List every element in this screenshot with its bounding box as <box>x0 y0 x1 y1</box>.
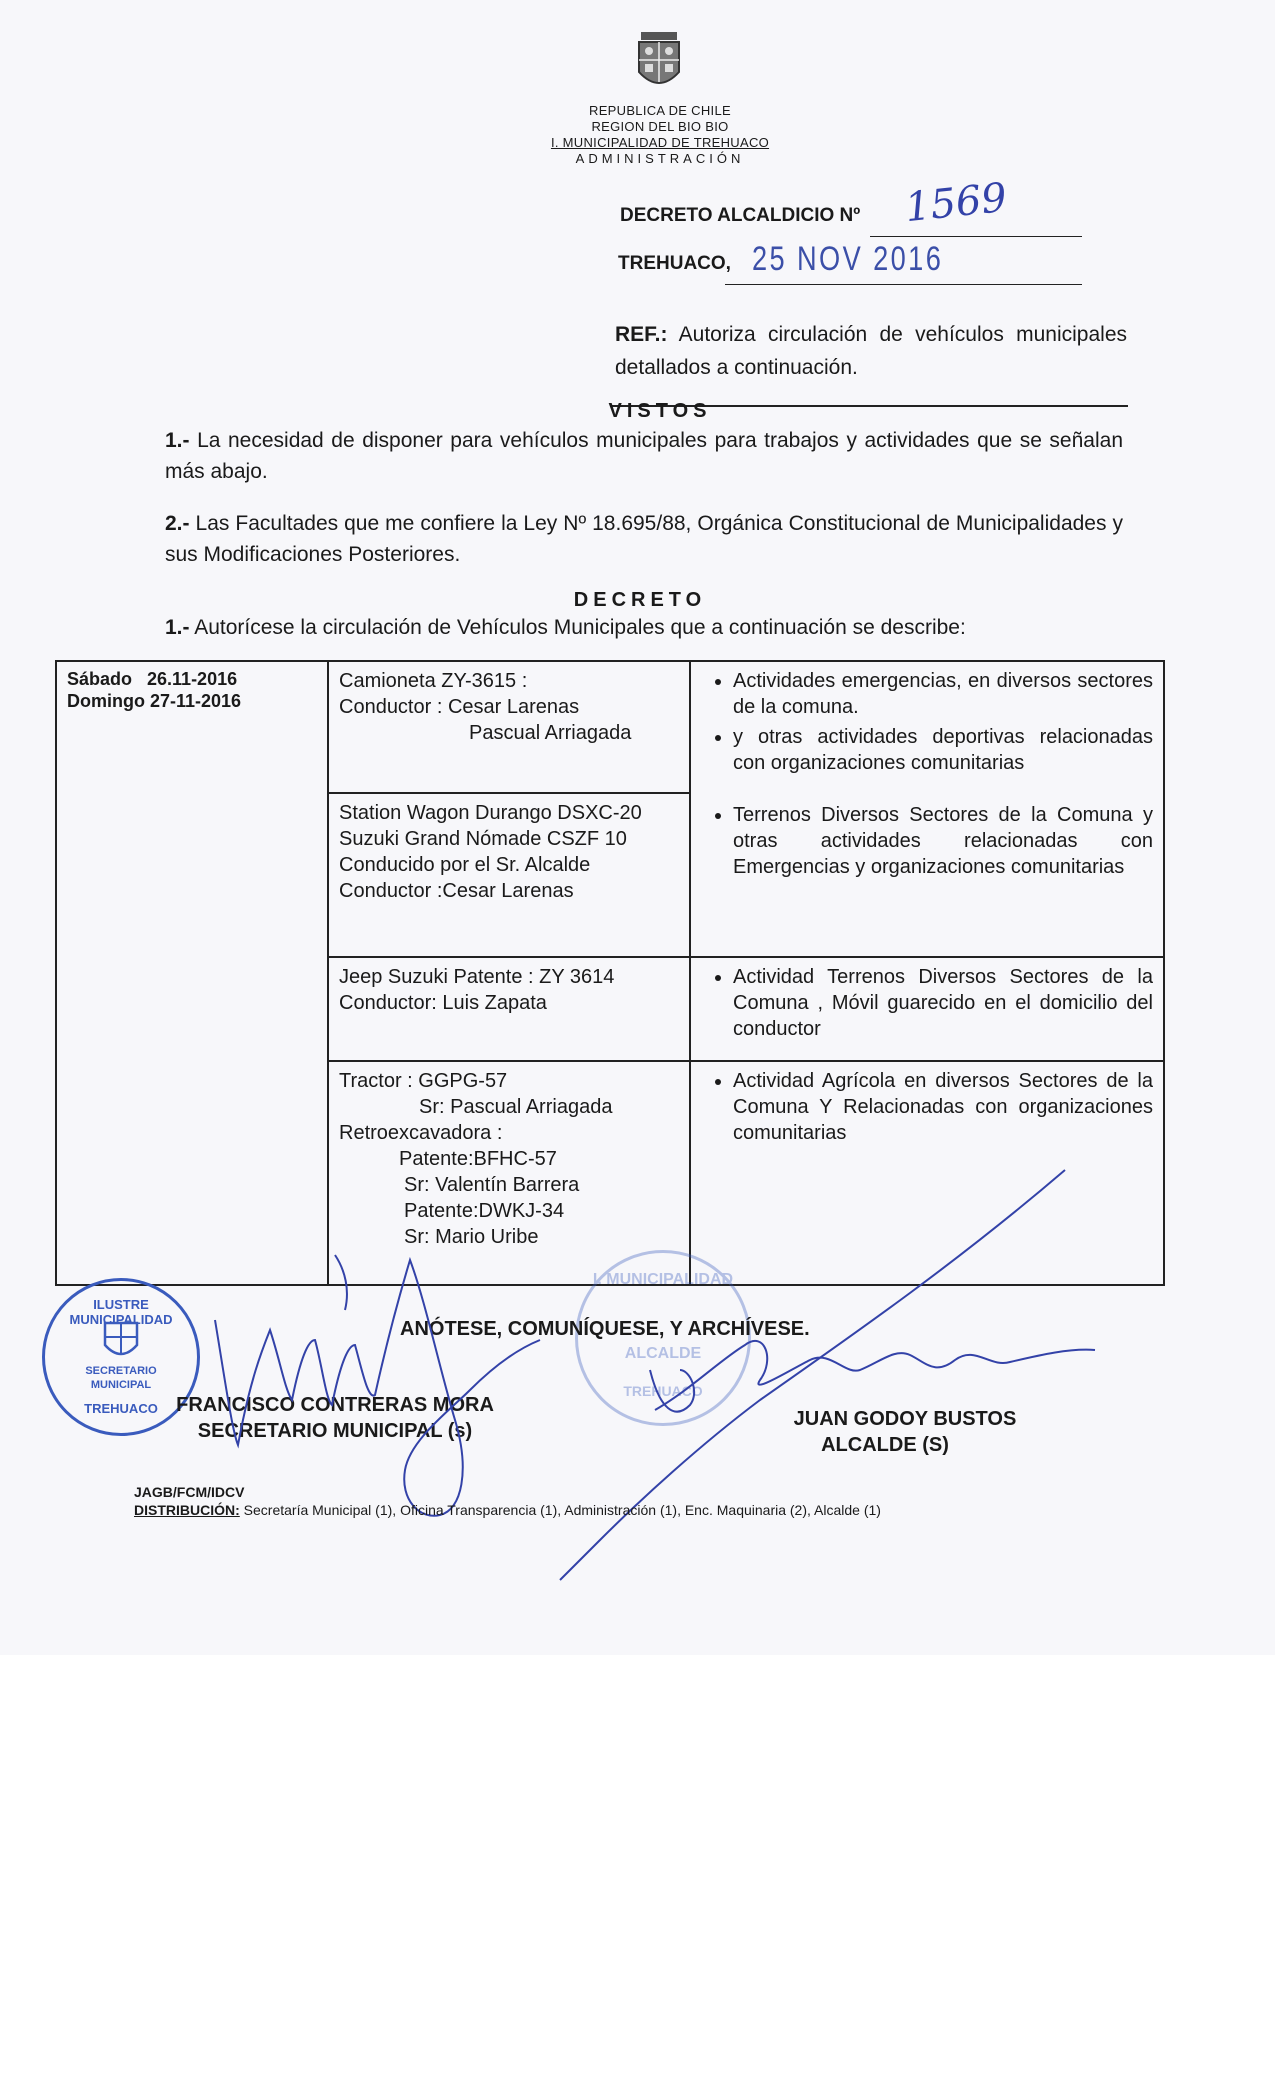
decreto-item-1-text: Autorícese la circulación de Vehículos Municipales que a continuación se describe: <box>194 616 966 639</box>
seal-center-line: SECRETARIO <box>85 1365 157 1377</box>
mayor-signature <box>650 1370 694 1412</box>
decree-date-stamp: 25 NOV 2016 <box>752 240 944 278</box>
vistos-heading: VISTOS <box>608 400 712 422</box>
vistos-item-1-text: La necesidad de disponer para vehículos municipales para trabajos y actividades que se señalan más abajo. <box>165 429 1123 483</box>
vehicle-line: Camioneta ZY-3615 : <box>339 670 528 692</box>
decree-number-handwritten: 1569 <box>902 174 1009 232</box>
seal-bottom-text: TREHUACO <box>84 1401 158 1416</box>
vehicle-line: Tractor : GGPG-57 <box>339 1070 508 1092</box>
vehicle-line: Conductor : Cesar Larenas <box>339 696 580 718</box>
footer-initials: JAGB/FCM/IDCV <box>134 1484 245 1500</box>
vehicle-line: Sr: Mario Uribe <box>404 1226 539 1248</box>
decree-place-label: TREHUACO, <box>618 253 731 274</box>
vehicle-line: Conductor: Luis Zapata <box>339 992 547 1014</box>
reference-text: Autoriza circulación de vehículos municipales detallados a continuación. <box>615 323 1127 379</box>
seal-center-line: MUNICIPAL <box>90 1379 152 1391</box>
header-municipality: I. MUNICIPALIDAD DE TREHUACO <box>550 135 770 150</box>
list-item: • y otras actividades deportivas relacionadas con organizaciones comunitarias <box>733 724 1153 776</box>
reference-label: REF.: <box>615 323 668 346</box>
decreto-item-1-number: 1.- <box>165 616 190 639</box>
mayor-role: ALCALDE (S) <box>821 1434 949 1456</box>
closing-formula: ANÓTESE, COMUNÍQUESE, Y ARCHÍVESE. <box>400 1318 810 1340</box>
list-item: • Actividades emergencias, en diversos sectores de la comuna. <box>733 668 1153 720</box>
decree-number-label: DECRETO ALCALDICIO Nº <box>620 205 861 226</box>
vehicle-line: Station Wagon Durango DSXC-20 <box>339 802 642 824</box>
secretary-signature <box>215 1260 540 1516</box>
vehicle-line: Conductor :Cesar Larenas <box>339 880 574 902</box>
seal-center-text: ALCALDE <box>624 1345 702 1362</box>
vistos-item-2-text: Las Facultades que me confiere la Ley Nº 18.695/88, Orgánica Constitucional de Municipalidades y sus Modificaciones Posteriores. <box>165 512 1123 566</box>
footer-distribution <box>134 1502 881 1518</box>
vehicle-line: Jeep Suzuki Patente : ZY 3614 <box>339 966 615 988</box>
seal-bottom-text: TREHUACO <box>623 1383 703 1399</box>
vistos-item-1-number: 1.- <box>165 429 190 452</box>
date-saturday: Sábado 26.11-2016 <box>67 669 238 689</box>
secretary-signature <box>335 1255 347 1310</box>
vehicle-line: Pascual Arriagada <box>469 722 632 744</box>
mayor-signature <box>560 1170 1065 1580</box>
vehicle-line: Sr: Valentín Barrera <box>404 1174 580 1196</box>
list-item: • Actividad Agrícola en diversos Sectores de la Comuna Y Relacionadas con organizaciones comunitarias <box>733 1068 1153 1146</box>
vehicle-line: Patente:BFHC-57 <box>399 1148 557 1170</box>
vehicle-line: Retroexcavadora : <box>339 1122 503 1144</box>
list-item: • Terrenos Diversos Sectores de la Comuna y otras actividades relacionadas con Emergencias y organizaciones comunitarias <box>733 802 1153 880</box>
mayor-name: JUAN GODOY BUSTOS <box>793 1408 1017 1430</box>
seal-ring-text: ILUSTRE MUNICIPALIDAD <box>69 1297 173 1327</box>
vehicle-line: Suzuki Grand Nómade CSZF 10 <box>339 828 627 850</box>
secretary-name: FRANCISCO CONTRERAS MORA <box>176 1394 494 1416</box>
decreto-heading: DECRETO <box>573 589 707 611</box>
date-sunday: Domingo 27-11-2016 <box>67 691 242 711</box>
secretary-role: SECRETARIO MUNICIPAL (s) <box>197 1420 473 1442</box>
header-department: ADMINISTRACIÓN <box>575 151 745 166</box>
seal-ring-text: I. MUNICIPALIDAD <box>592 1271 734 1288</box>
vehicle-line: Patente:DWKJ-34 <box>404 1200 565 1222</box>
vistos-item-2-number: 2.- <box>165 512 190 535</box>
mayor-signature <box>655 1341 1095 1410</box>
vehicle-line: Sr: Pascual Arriagada <box>419 1096 613 1118</box>
header-region: REGION DEL BIO BIO <box>591 119 729 134</box>
distribution-text: Secretaría Municipal (1), Oficina Transparencia (1), Administración (1), Enc. Maquinaria (2), Alcalde (1) <box>239 1502 881 1518</box>
list-item: • Actividad Terrenos Diversos Sectores de la Comuna , Móvil guarecido en el domicilio del conductor <box>733 964 1153 1042</box>
header-country: REPUBLICA DE CHILE <box>589 103 731 118</box>
vehicle-line: Conducido por el Sr. Alcalde <box>339 854 591 876</box>
distribution-label: DISTRIBUCIÓN: <box>134 1502 240 1518</box>
